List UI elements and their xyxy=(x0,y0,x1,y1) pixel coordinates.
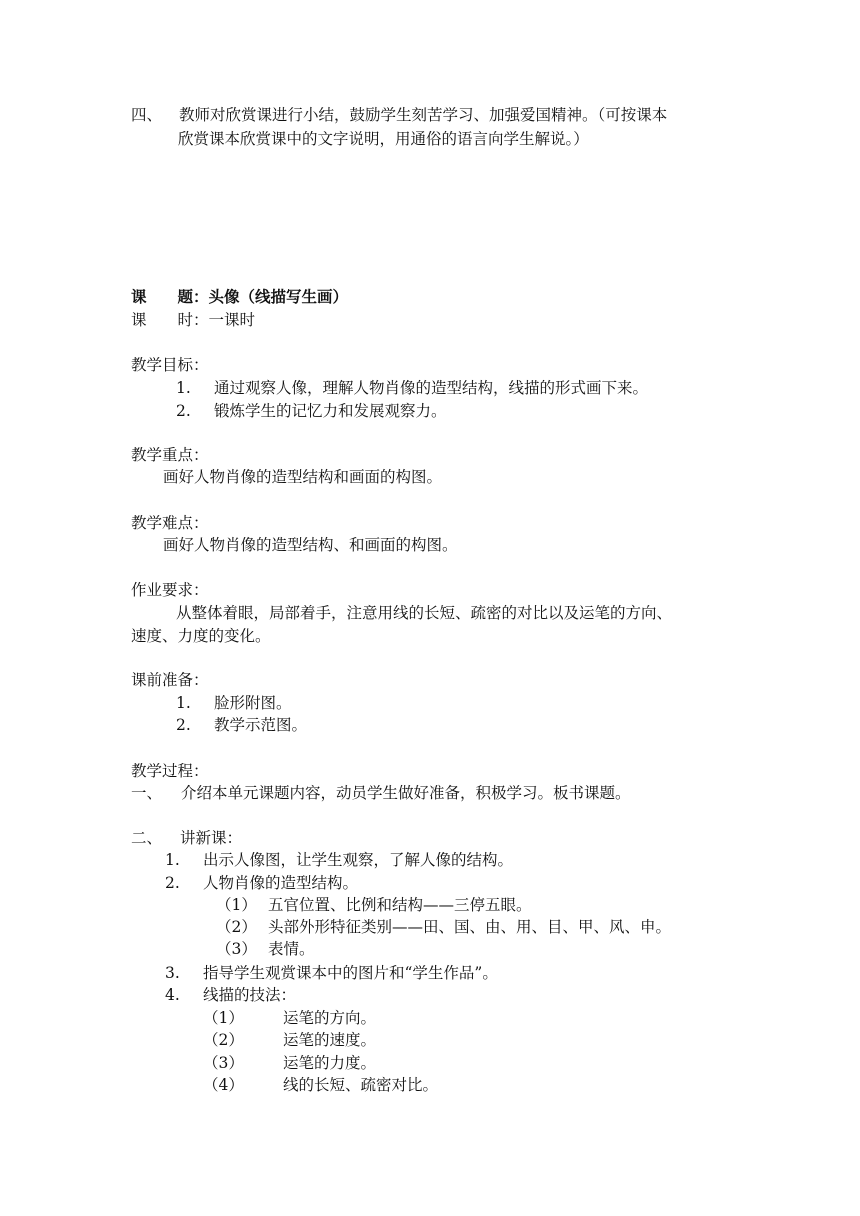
section4-line2: 欣赏课本欣赏课中的文字说明，用通俗的语言向学生解说。） xyxy=(178,130,589,148)
lesson-title xyxy=(131,286,348,308)
difficulties-text: 画好人物肖像的造型结构、和画面的构图。 xyxy=(163,536,458,554)
step2-item-number: 4. xyxy=(165,986,180,1004)
technique-subitem-text: 线的长短、疏密对比。 xyxy=(283,1076,439,1094)
structure-subitem-number: （2） xyxy=(216,918,257,936)
step1-text: 介绍本单元课题内容，动员学生做好准备，积极学习。板书课题。 xyxy=(181,784,631,802)
preparation-text: 脸形附图。 xyxy=(214,694,292,712)
structure-subitem xyxy=(216,894,532,916)
step2-item-text: 出示人像图，让学生观察，了解人像的结构。 xyxy=(203,851,514,869)
step2-text: 讲新课： xyxy=(180,829,243,847)
step2-item-number: 2. xyxy=(165,874,180,892)
section4-line1 xyxy=(131,104,667,126)
technique-subitem xyxy=(203,1052,376,1074)
technique-subitem xyxy=(203,1074,438,1096)
section4-text: 教师对欣赏课进行小结，鼓励学生刻苦学习、加强爱国精神。（可按课本 xyxy=(179,106,668,124)
step2-item xyxy=(165,984,296,1006)
key-points-heading: 教学重点： xyxy=(131,446,209,464)
technique-subitem xyxy=(203,1007,376,1029)
lesson-hours xyxy=(131,309,255,331)
preparation-number: 1. xyxy=(176,694,191,712)
step2-item-number: 1. xyxy=(165,851,180,869)
technique-subitem-text: 运笔的方向。 xyxy=(283,1009,377,1027)
preparation-item xyxy=(176,692,292,714)
objective-item xyxy=(176,377,648,399)
step1-number: 一、 xyxy=(131,784,163,802)
structure-subitem-number: （3） xyxy=(216,940,257,958)
structure-subitem-text: 头部外形特征类别——田、国、由、用、目、甲、风、申。 xyxy=(268,918,672,936)
preparation-item xyxy=(176,714,307,736)
step2-item-number: 3. xyxy=(165,964,180,982)
lesson-hours-label: 课 时： xyxy=(131,311,209,329)
objective-number: 2. xyxy=(176,402,191,420)
step2-item-text: 指导学生观赏课本中的图片和“学生作品”。 xyxy=(203,964,498,982)
process-heading: 教学过程： xyxy=(131,762,209,780)
lesson-title-label: 课 题： xyxy=(131,287,209,306)
preparation-text: 教学示范图。 xyxy=(214,716,308,734)
technique-subitem-number: （2） xyxy=(203,1031,244,1049)
step2-item xyxy=(165,849,513,871)
key-points-text: 画好人物肖像的造型结构和画面的构图。 xyxy=(163,468,443,486)
objective-item xyxy=(176,400,447,422)
technique-subitem-text: 运笔的力度。 xyxy=(283,1054,377,1072)
technique-subitem-number: （1） xyxy=(203,1009,244,1027)
homework-heading: 作业要求： xyxy=(131,581,209,599)
process-step2 xyxy=(131,827,242,849)
objective-number: 1. xyxy=(176,379,191,397)
structure-subitem-text: 五官位置、比例和结构——三停五眼。 xyxy=(268,896,532,914)
lesson-title-value: 头像（线描写生画） xyxy=(208,287,349,306)
section4-number: 四、 xyxy=(131,106,163,124)
preparation-heading: 课前准备： xyxy=(131,671,209,689)
step2-item-text: 人物肖像的造型结构。 xyxy=(203,874,359,892)
step2-item xyxy=(165,962,498,984)
homework-line1: 从整体着眼，局部着手，注意用线的长短、疏密的对比以及运笔的方向、 xyxy=(176,604,673,622)
technique-subitem-number: （3） xyxy=(203,1054,244,1072)
step2-number: 二、 xyxy=(131,829,163,847)
objective-text: 锻炼学生的记忆力和发展观察力。 xyxy=(214,402,447,420)
homework-line2: 速度、力度的变化。 xyxy=(131,627,271,645)
preparation-number: 2. xyxy=(176,716,191,734)
technique-subitem xyxy=(203,1029,376,1051)
step2-item xyxy=(165,872,358,894)
structure-subitem-number: （1） xyxy=(216,896,257,914)
step2-item-text: 线描的技法： xyxy=(203,986,297,1004)
technique-subitem-number: （4） xyxy=(203,1076,244,1094)
lesson-hours-value: 一课时 xyxy=(208,311,256,329)
structure-subitem-text: 表情。 xyxy=(268,940,315,958)
objectives-heading: 教学目标： xyxy=(131,356,209,374)
structure-subitem xyxy=(216,916,671,938)
technique-subitem-text: 运笔的速度。 xyxy=(283,1031,377,1049)
process-step1 xyxy=(131,782,631,804)
difficulties-heading: 教学难点： xyxy=(131,514,209,532)
objective-text: 通过观察人像，理解人物肖像的造型结构，线描的形式画下来。 xyxy=(214,379,649,397)
structure-subitem xyxy=(216,938,315,960)
